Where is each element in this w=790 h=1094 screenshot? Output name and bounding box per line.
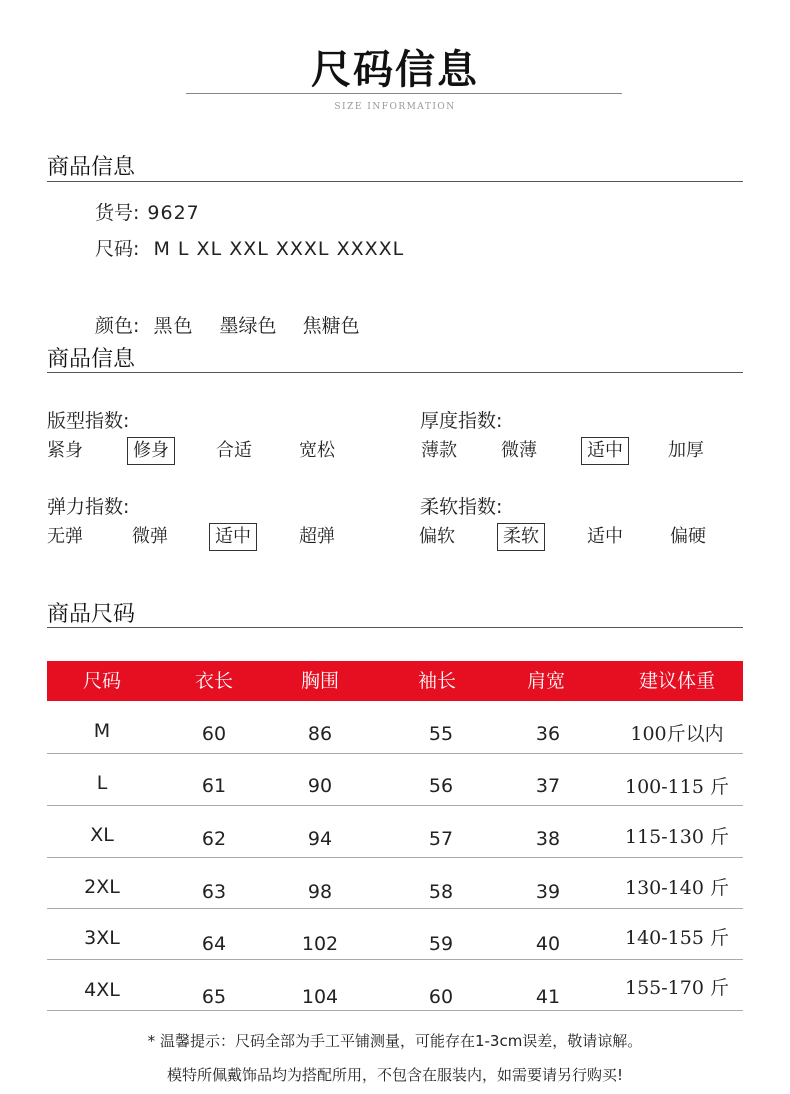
- table-cell: 36: [535, 723, 561, 745]
- elasticity-index-title: 弹力指数:: [47, 496, 130, 518]
- size-list: [153, 238, 404, 260]
- table-cell: 63: [201, 881, 227, 903]
- fit-index-title: 版型指数:: [47, 410, 130, 432]
- color-item: 黑色: [153, 315, 194, 337]
- size-item: XXXXL: [336, 238, 405, 260]
- table-cell: 94: [307, 828, 333, 850]
- table-cell: 100-115 斤: [625, 776, 729, 798]
- table-cell: 86: [307, 723, 333, 745]
- table-cell: 38: [535, 828, 561, 850]
- softness-option: 偏软: [419, 526, 455, 547]
- table-cell: 98: [307, 881, 333, 903]
- column-header: 衣长: [194, 670, 233, 692]
- table-cell: 64: [201, 933, 227, 955]
- table-cell: 40: [535, 933, 561, 955]
- table-row: [47, 701, 743, 753]
- row-divider: [47, 1010, 743, 1011]
- size-item: XL: [196, 238, 223, 260]
- thickness-option-selected: 适中: [581, 437, 629, 465]
- table-row: [47, 960, 743, 1010]
- table-cell: 58: [428, 881, 454, 903]
- column-header: 尺码: [82, 670, 121, 692]
- size-item: M: [153, 238, 171, 260]
- item-number-label: 货号:: [95, 202, 140, 224]
- table-cell: 140-155 斤: [625, 927, 729, 949]
- table-cell: 100斤以内: [630, 723, 724, 745]
- elasticity-option-selected: 适中: [209, 523, 257, 551]
- table-cell: 55: [428, 723, 454, 745]
- table-cell: 56: [428, 775, 454, 797]
- sizes-label: 尺码:: [95, 238, 140, 260]
- thickness-option: 加厚: [668, 440, 704, 461]
- table-row: [47, 754, 743, 805]
- table-row: [47, 806, 743, 857]
- table-cell: 37: [535, 775, 561, 797]
- colors-label: 颜色:: [95, 315, 140, 337]
- size-table-heading: 商品尺码: [47, 602, 136, 627]
- item-number-row: [95, 198, 200, 225]
- column-header: 建议体重: [638, 670, 715, 692]
- table-cell: 39: [535, 881, 561, 903]
- size-table-header: [47, 661, 743, 701]
- table-cell: 4XL: [84, 979, 120, 1001]
- title-divider: [186, 93, 622, 94]
- table-cell: 60: [201, 723, 227, 745]
- table-row: [47, 858, 743, 908]
- item-number-value: 9627: [147, 202, 200, 224]
- table-cell: 3XL: [84, 927, 120, 949]
- elasticity-option: 超弹: [299, 526, 335, 547]
- elasticity-option: 微弹: [132, 526, 168, 547]
- softness-option: 偏硬: [670, 526, 706, 547]
- table-cell: 90: [307, 775, 333, 797]
- table-cell: 104: [301, 986, 339, 1008]
- table-cell: 62: [201, 828, 227, 850]
- page-title: 尺码信息: [311, 47, 479, 93]
- indices-heading: 商品信息: [47, 347, 136, 372]
- color-item: 焦糖色: [302, 315, 360, 337]
- table-cell: 115-130 斤: [625, 826, 729, 848]
- softness-index-title: 柔软指数:: [420, 496, 503, 518]
- size-item: XXL: [229, 238, 269, 260]
- table-cell: M: [93, 720, 111, 742]
- page-subtitle: SIZE INFORMATION: [334, 102, 456, 112]
- sizes-row: [95, 234, 404, 261]
- table-cell: 61: [201, 775, 227, 797]
- table-cell: 41: [535, 986, 561, 1008]
- table-cell: L: [96, 772, 108, 794]
- fit-option: 紧身: [47, 440, 83, 461]
- elasticity-option: 无弹: [47, 526, 83, 547]
- accessories-note: 模特所佩戴饰品均为搭配所用，不包含在服装内，如需要请另行购买!: [166, 1066, 624, 1084]
- table-cell: 155-170 斤: [625, 977, 729, 999]
- size-item: L: [177, 238, 190, 260]
- softness-option-selected: 柔软: [497, 523, 545, 551]
- fit-option-selected: 修身: [127, 437, 175, 465]
- section-divider: [47, 627, 743, 628]
- colors-row: [95, 311, 360, 338]
- table-cell: 65: [201, 986, 227, 1008]
- table-cell: 60: [428, 986, 454, 1008]
- table-cell: 2XL: [84, 876, 120, 898]
- section-divider: [47, 181, 743, 182]
- fit-option: 合适: [216, 440, 252, 461]
- table-row: [47, 909, 743, 959]
- size-item: XXXL: [275, 238, 330, 260]
- thickness-index-title: 厚度指数:: [420, 410, 503, 432]
- color-item: 墨绿色: [219, 315, 277, 337]
- measurement-note: * 温馨提示：尺码全部为手工平铺测量，可能存在1-3cm误差，敬请谅解。: [147, 1032, 643, 1050]
- column-header: 胸围: [300, 670, 339, 692]
- table-cell: 59: [428, 933, 454, 955]
- product-info-heading: 商品信息: [47, 155, 136, 180]
- fit-option: 宽松: [299, 440, 335, 461]
- thickness-option: 微薄: [501, 440, 537, 461]
- table-cell: XL: [90, 824, 114, 846]
- section-divider: [47, 372, 743, 373]
- softness-option: 适中: [587, 526, 623, 547]
- table-cell: 57: [428, 828, 454, 850]
- table-cell: 130-140 斤: [625, 877, 729, 899]
- table-cell: 102: [301, 933, 339, 955]
- column-header: 袖长: [417, 670, 456, 692]
- thickness-option: 薄款: [421, 440, 457, 461]
- column-header: 肩宽: [526, 670, 565, 692]
